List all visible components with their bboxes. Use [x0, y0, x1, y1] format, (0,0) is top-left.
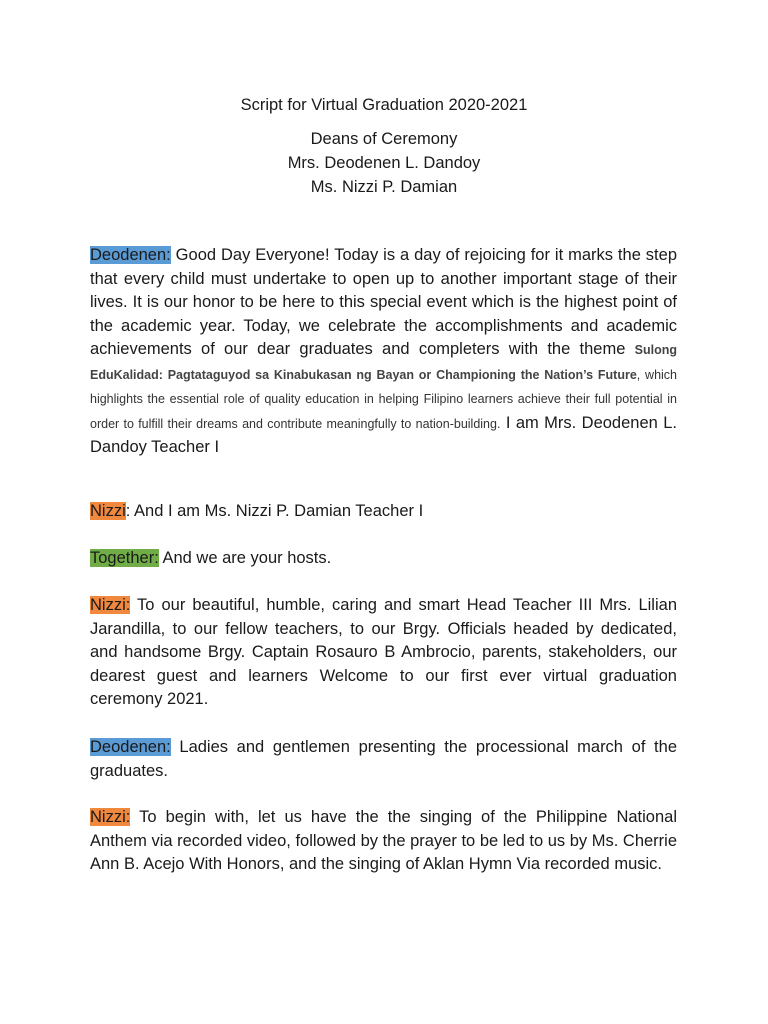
anthem-text: To begin with, let us have the the singing of the Philippine National Anthem via recorded video, followed by the prayer to be led to us by Ms. Cherrie Ann B. Acejo With Honors, and the singing of Aklan Hymn Via recorded music. [90, 808, 677, 873]
theme-text: Sulong EduKalidad: Pagtataguyod sa Kinabukasan ng Bayan or Championing the Nation’s Future [90, 343, 677, 382]
paragraph-welcome [90, 594, 677, 712]
paragraph-nizzi-intro [90, 500, 677, 524]
processional-text: Ladies and gentlemen presenting the processional march of the graduates. [90, 738, 677, 780]
speaker-label-nizzi: Nizzi [90, 502, 126, 520]
paragraph-anthem [90, 806, 677, 877]
speaker-label-nizzi: Nizzi: [90, 808, 131, 826]
greeting-text: Good Day Everyone! [170, 246, 335, 264]
speaker-label-deodenen: Deodenen: [90, 246, 171, 264]
speaker-label-deodenen: Deodenen: [90, 738, 171, 756]
together-text: And we are your hosts. [158, 549, 332, 567]
nizzi-intro-text: : And I am Ms. Nizzi P. Damian Teacher I [125, 502, 424, 520]
document-title: Script for Virtual Graduation 2020-2021 [240, 96, 528, 114]
paragraph-together [90, 547, 677, 571]
deans-heading: Deans of Ceremony [310, 130, 458, 148]
speaker-label-nizzi: Nizzi: [90, 596, 131, 614]
opening-text: Today is a day of rejoicing for it marks the step that every child must undertake to open up to another important stage of their lives. It is our honor to be here to this special event which is the highest point of the academic year. Today, we celebrate the accomplishments and academic achievements of our dear graduates and completers with the theme [90, 246, 677, 358]
theme-description: , which highlights the essential role of quality education in helping Filipino learners achieve their full potential in order to fulfill their dreams and contribute meaningfully to nation-building. [90, 367, 678, 431]
speaker-label-together: Together: [90, 549, 159, 567]
host-name-2: Ms. Nizzi P. Damian [310, 178, 458, 196]
paragraph-processional [90, 736, 677, 783]
host-name-1: Mrs. Deodenen L. Dandoy [287, 154, 481, 172]
paragraph-opening [90, 244, 677, 460]
self-introduction: I am Mrs. Deodenen L. Dandoy Teacher I [90, 413, 677, 456]
welcome-text: To our beautiful, humble, caring and smart Head Teacher III Mrs. Lilian Jarandilla, to our fellow teachers, to our Brgy. Officials headed by dedicated, and handsome Brgy. Captain Rosauro B Ambrocio, parents, stakeholders, our dearest guest and learners Welcome to our first ever virtual graduation ceremony 2021. [90, 596, 677, 708]
